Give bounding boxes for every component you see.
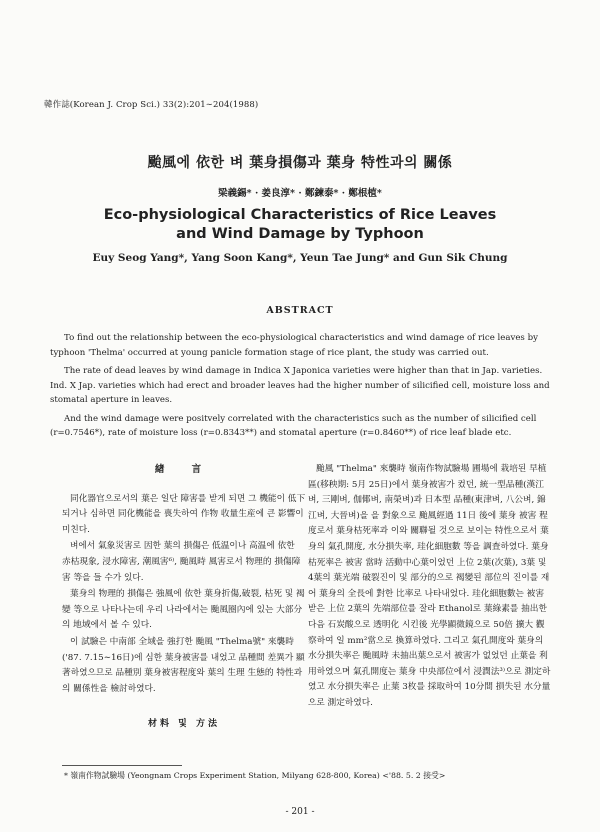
- body-paragraph: 葉身의 物理的 損傷은 強風에 依한 葉身折傷,破裂, 枯死 및 褐變 等으로 나타나는데 우리 나라에서는 颱風圈內에 있는 大部分의 地域에서 볼 수 있다.: [62, 589, 305, 631]
- english-title-line-2: and Wind Damage by Typhoon: [176, 226, 424, 242]
- page-number: - 201 -: [285, 807, 315, 817]
- abstract-paragraph: The rate of dead leaves by wind damage in Indica X Japonica varieties were higher than that in Jap. varieties. Ind. X Jap. varieties which had erect and broader leaves had the higher number of silicified cell, moisture loss and stomatal aperture in leaves.: [50, 366, 550, 405]
- left-column: [62, 462, 306, 733]
- footnote-divider: [62, 765, 182, 766]
- english-title: [0, 206, 600, 244]
- abstract-heading: ABSTRACT: [266, 305, 334, 316]
- footnote: * 嶺南作物試驗場 (Yeongnam Crops Experiment Station, Milyang 628-800, Korea) <'88. 5. 2 接受>: [64, 771, 446, 780]
- methods-heading: 材料 및 方法: [148, 719, 220, 730]
- body-paragraph: 同化器官으로서의 葉은 일단 障害를 받게 되면 그 機能이 低下되거나 심하면 同化機能을 喪失하여 作物 收量生産에 큰 影響이 미친다.: [62, 493, 306, 535]
- body-paragraph: 이 試驗은 中南部 全域을 強打한 颱風 "Thelma號" 來襲時('87. 7.15∼16日)에 심한 葉身被害를 내었고 品種間 差異가 顯著하였으므로 品種別 葉身被害程度와 葉의 生理 生態的 特性과의 關係性을 檢討하였다.: [62, 636, 305, 694]
- english-title-line-1: Eco-physiological Characteristics of Rice Leaves: [103, 207, 497, 223]
- introduction-heading: 緖 言: [154, 464, 214, 475]
- abstract-paragraph: And the wind damage were positvely correlated with the characteristics such as the number of silicified cell (r=0.7546*), rate of moisture loss (r=0.8343**) and stomatal aperture (r=0.8460**) of rice leaf blade etc.: [50, 413, 537, 438]
- body-paragraph: 벼에서 氣象災害로 因한 葉의 損傷은 低温이나 高温에 依한 赤枯現象, 浸水障害, 潮風害⁶⁾, 颱風時 風害로서 物理的 損傷障害 等을 들 수가 있다.: [62, 541, 301, 583]
- abstract: [50, 331, 555, 445]
- abstract-paragraph: To find out the relationship between the eco-physiological characteristics and wind damage of rice leaves by typhoon 'Thelma' occurred at young panicle formation stage of rice plant, the study was carried out.: [50, 333, 538, 358]
- right-column: [308, 462, 552, 713]
- english-authors: Euy Seog Yang*, Yang Soon Kang*, Yeun Tae Jung* and Gun Sik Chung: [92, 252, 508, 264]
- journal-citation: 韓作誌(Korean J. Crop Sci.) 33(2):201∼204(1988): [44, 100, 259, 110]
- korean-authors: 梁義錫* · 姜良淳* · 鄭鍊泰* · 鄭根植*: [218, 188, 382, 199]
- korean-title: 颱風에 依한 벼 葉身損傷과 葉身 特性과의 關係: [147, 155, 453, 171]
- body-paragraph: 颱風 "Thelma" 來襲時 嶺南作物試驗場 圃場에 栽培된 早植區(移秧期: 5月 25日)에서 葉身被害가 컸던, 統一型品種(漢江벼, 三剛벼, 伽倻벼, 南榮벼)과 日本型 品種(東津벼, 八公벼, 錦江벼, 大晉벼)을 을 對象으로 颱風經過 11日 後에 葉身 被害 程度로서 葉身枯死率과 이와 關聯될 것으로 보이는 特性으로서 葉身의 氣孔開度, 水分損失率, 珪化細胞數 等을 調査하였다. 葉身枯死率은 被害 當時 活動中心葉이었던 上位 2葉(次葉), 3葉 및 4葉의 葉光端 破裂진이 및 部分的으로 褐變된 部位의 진이를 재어 葉身의 全長에 對한 比率로 나타내었다. 珪化細胞數는 被害받은 上位 2葉의 先端部位를 잘라 Ethanol로 葉綠素를 抽出한 다음 石炭酸으로 透明化 시킨後 光學顯微鏡으로 50倍 擴大 觀察하여 일 mm²當으로 換算하였다. 그리고 氣孔開度와 葉身의 水分損失率은 颱風時 未抽出葉으로서 被害가 없었던 止葉을 利用하였으며 氣孔開度는 葉身 中央部位에서 浸潤法³⁾으로 測定하였고 水分損失率은 止葉 3枚를 採取하여 10分間 損失된 水分量으로 測定하였다.: [308, 464, 551, 708]
